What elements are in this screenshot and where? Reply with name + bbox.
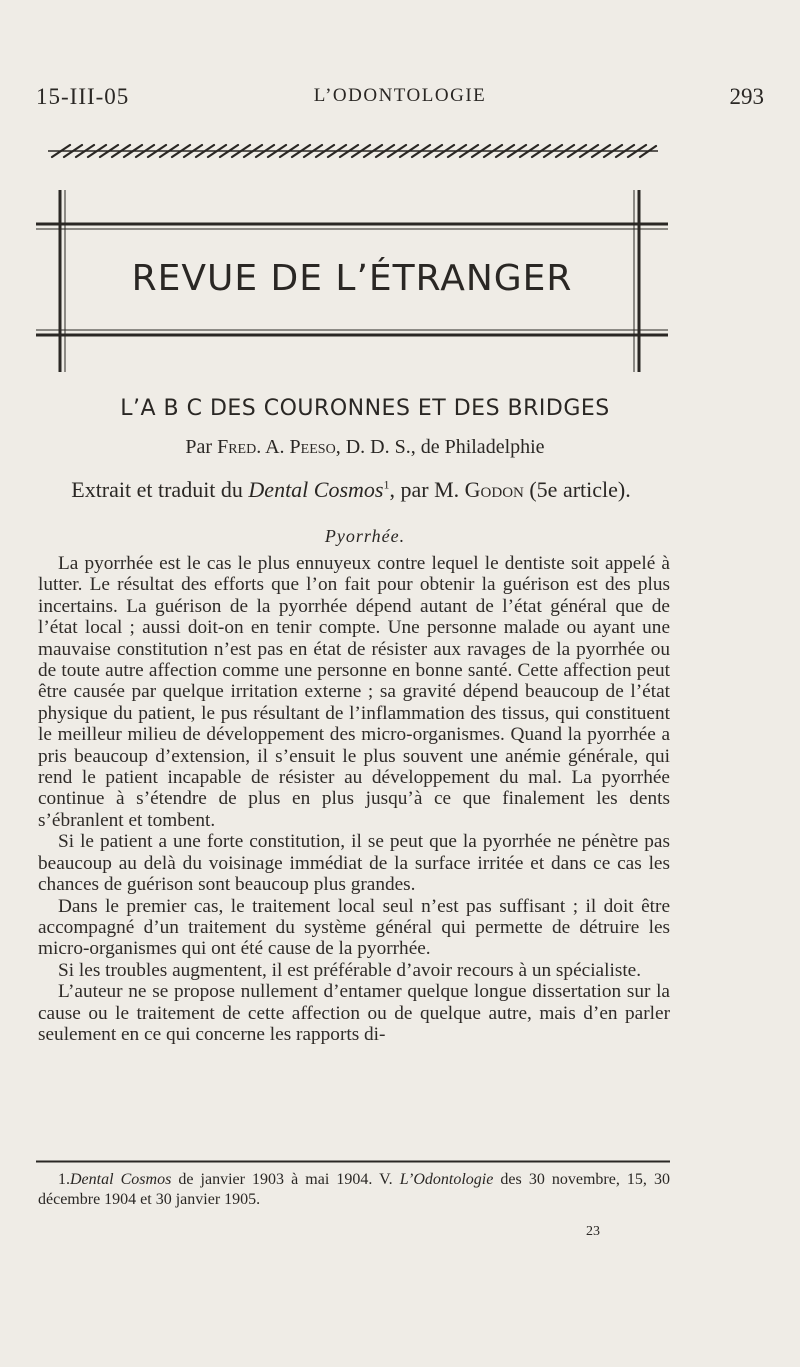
article-title: L’A B C DES COURONNES ET DES BRIDGES (120, 396, 610, 421)
section-banner-title: REVUE DE L’ÉTRANGER (131, 258, 573, 299)
rope-ornament (48, 140, 658, 162)
extract-text-before: Extrait et traduit du (71, 477, 243, 502)
banner-frame (36, 190, 668, 372)
footnote-ref: 1 (383, 477, 390, 492)
paragraph: Si le patient a une forte constitution, il se peut que la pyorrhée ne pénètre pas beaucoup au delà du voisinage immédiat de la surface irritée et dans ce cas les chances de guérison sont beaucoup plus grandes. (38, 831, 670, 896)
byline-prefix: Par (185, 436, 213, 458)
running-head (36, 84, 764, 118)
author-name: Fred. A. Peeso (217, 436, 336, 458)
paragraph: La pyorrhée est le cas le plus ennuyeux contre lequel le dentiste soit appelé à lutter. Le résultat des efforts que l’on fait pour obtenir la guérison est des plus incertains. La guérison de la pyorrhée dépend autant de l’état général que de l’état local ; aussi doit-on en tenir compte. Une personne malade ou ayant une mauvaise constitution n’est pas en état de résister aux ravages de la pyorrhée ou de toute autre affection comme une personne en bonne santé. Cette affection peut être causée par quelque irritation externe ; sa gravité dépend beaucoup de l’état physique du patient, le pus résultant de l’inflammation des tissus, qui constituent le meilleur milieu de développement des micro-organismes. Quand la pyorrhée a pris beaucoup d’extension, il s’ensuit le plus souvent une anémie générale, qui rend le patient incapable de résister au développement du mal. La pyorrhée continue à s’étendre de plus en plus jusqu’à ce que finalement les dents s’ébranlent et tombent. (38, 553, 670, 831)
extract-line (36, 477, 666, 503)
footnote-text-b: des 30 novembre, 15, 30 décembre 1904 et 30 janvier 1905. (38, 1171, 671, 1208)
footnote-rule (36, 1160, 670, 1163)
translator-name: Godon (464, 477, 524, 502)
paragraph: Si les troubles augmentent, il est préférable d’avoir recours à un spécialiste. (58, 959, 642, 981)
printer-signature: 23 (586, 1224, 600, 1239)
section-heading: Pyorrhée. (324, 526, 406, 546)
paragraph: Dans le premier cas, le traitement local seul n’est pas suffisant ; il doit être accompagné d’un traitement du système général qui permette de détruire les micro-organismes qui ont été cause de la pyorrhée. (38, 895, 670, 960)
source-journal: Dental Cosmos (248, 477, 384, 502)
issue-date: 15-III-05 (36, 84, 130, 109)
page-number: 293 (729, 84, 764, 109)
footnote-journal: Dental Cosmos (70, 1171, 172, 1188)
footnote-text-a: de janvier 1903 à mai 1904. V. (171, 1171, 400, 1188)
article-body (38, 553, 670, 1045)
paragraph: L’auteur ne se propose nullement d’entamer quelque longue dissertation sur la cause ou le traitement de cette affection ou de quelque autre, mais d’en parler seulement en ce qui concerne les rapports di- (38, 981, 670, 1045)
journal-name: L’ODONTOLOGIE (313, 85, 487, 106)
extract-text-middle: , par M. (389, 477, 460, 502)
byline (60, 436, 670, 459)
byline-suffix: , D. D. S., de Philadelphie (335, 436, 545, 458)
footnote (38, 1170, 670, 1210)
footnote-mark: 1. (58, 1171, 70, 1188)
footnote-journal-2: L’Odontologie (399, 1171, 494, 1188)
extract-text-after: (5e article). (523, 477, 631, 502)
